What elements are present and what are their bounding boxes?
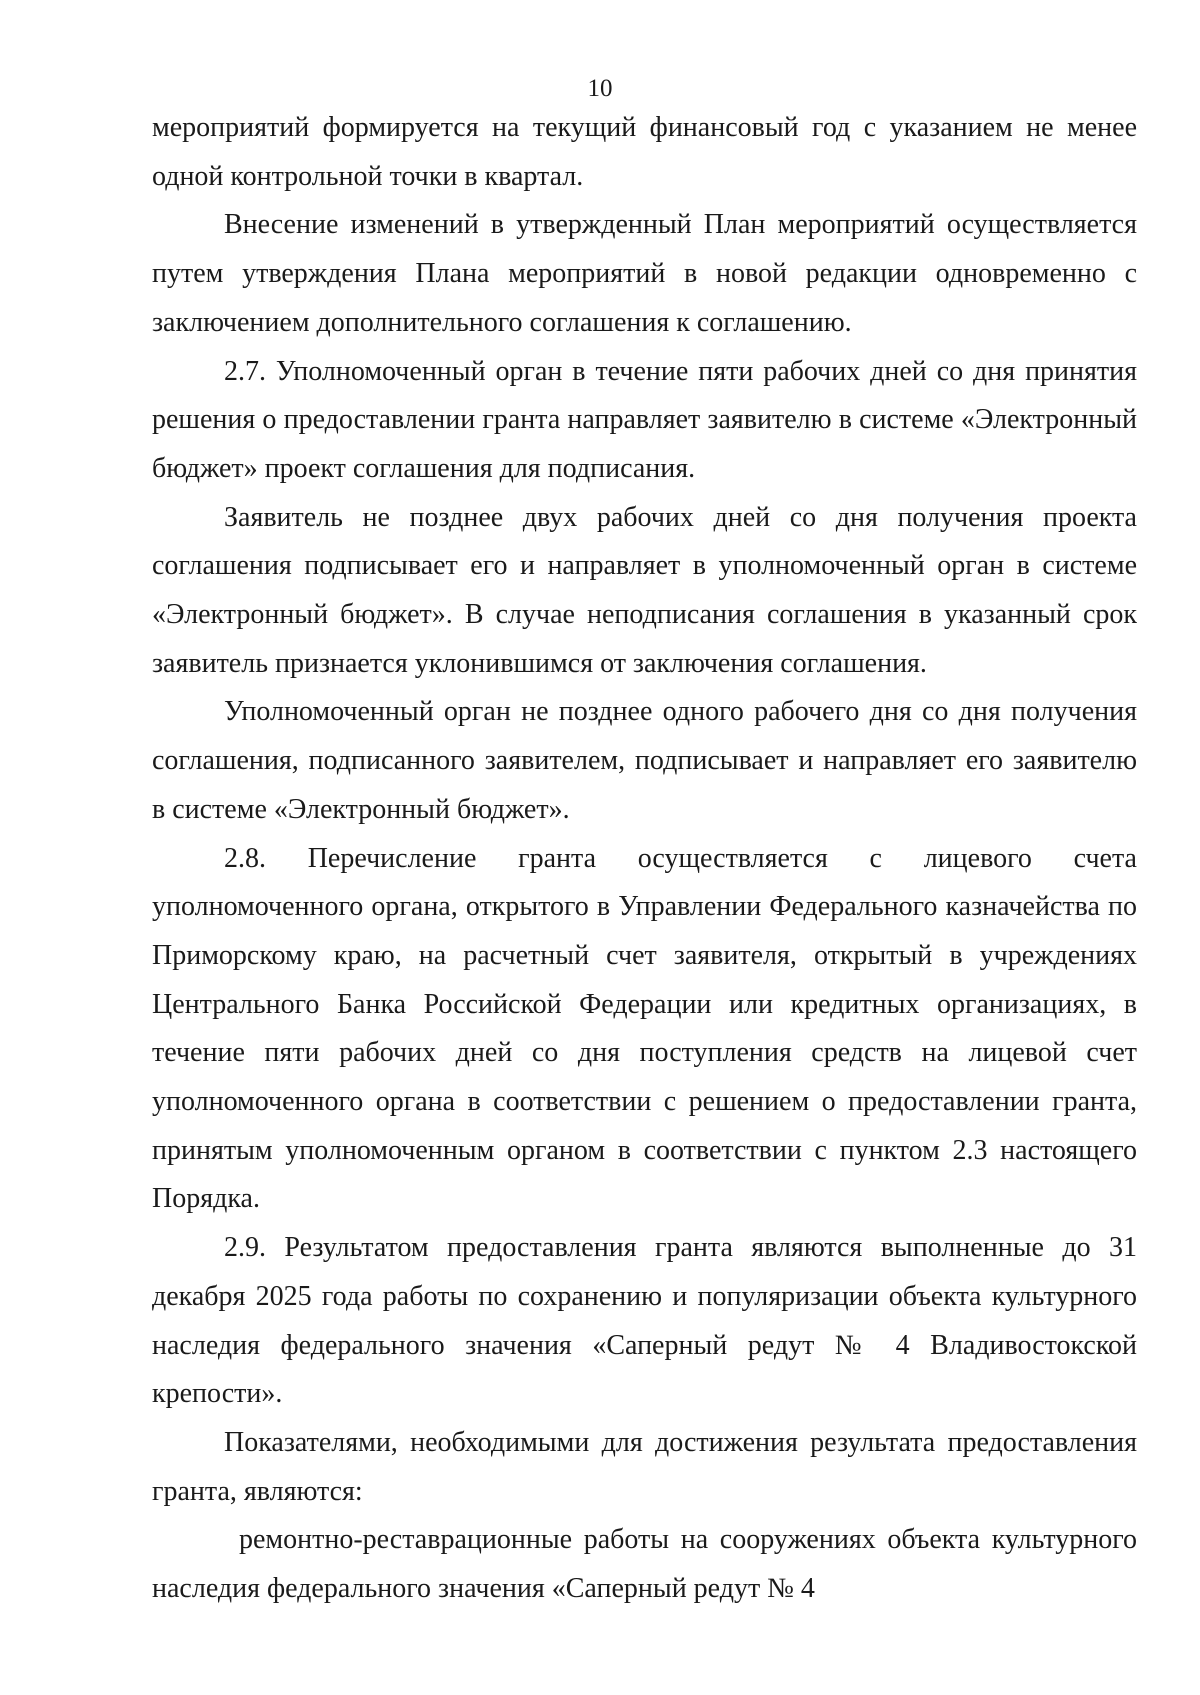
paragraph-applicant-signing: Заявитель не позднее двух рабочих дней со дня получения проекта соглашения подписывает его и направляет в уполномоченный орган в системе «Электронный бюджет». В случае неподписания соглашения в указанный срок заявитель признается уклонившимся от заключения соглашения.	[152, 501, 1137, 679]
paragraph-indicators: Показателями, необходимыми для достижения результата предоставления гранта, являются:	[152, 1426, 1137, 1507]
paragraph-continuation: мероприятий формируется на текущий финансовый год с указанием не менее одной контрольной точки в квартал.	[152, 112, 1137, 192]
paragraph-restoration-works: ремонтно-реставрационные работы на сооружениях объекта культурного наследия федерального значения «Саперный редут № 4	[152, 1524, 1137, 1605]
paragraph-2-7: 2.7. Уполномоченный орган в течение пяти рабочих дней со дня принятия решения о предоставлении гранта направляет заявителю в системе «Электронный бюджет» проект соглашения для подписания.	[152, 355, 1137, 484]
page-number: 10	[587, 75, 613, 102]
paragraph-2-9: 2.9. Результатом предоставления гранта являются выполненные до 31 декабря 2025 года работы по сохранению и популяризации объекта культурного наследия федерального значения «Саперный редут № 4 Владивостокской крепости».	[152, 1232, 1137, 1410]
document-body	[152, 104, 1137, 1614]
paragraph-plan-changes: Внесение изменений в утвержденный План мероприятий осуществляется путем утверждения Плана мероприятий в новой редакции одновременно с заключением дополнительного соглашения к соглашению.	[152, 209, 1137, 338]
paragraph-2-8: 2.8. Перечисление гранта осуществляется с лицевого счета уполномоченного органа, открытого в Управлении Федерального казначейства по Приморскому краю, на расчетный счет заявителя, открытый в учреждениях Центрального Банка Российской Федерации или кредитных организациях, в течение пяти рабочих дней со дня поступления средств на лицевой счет уполномоченного органа в соответствии с решением о предоставлении гранта, принятым уполномоченным органом в соответствии с пунктом 2.3 настоящего Порядка.	[152, 842, 1137, 1215]
paragraph-authority-signing: Уполномоченный орган не позднее одного рабочего дня со дня получения соглашения, подписанного заявителем, подписывает и направляет его заявителю в системе «Электронный бюджет».	[152, 696, 1137, 825]
